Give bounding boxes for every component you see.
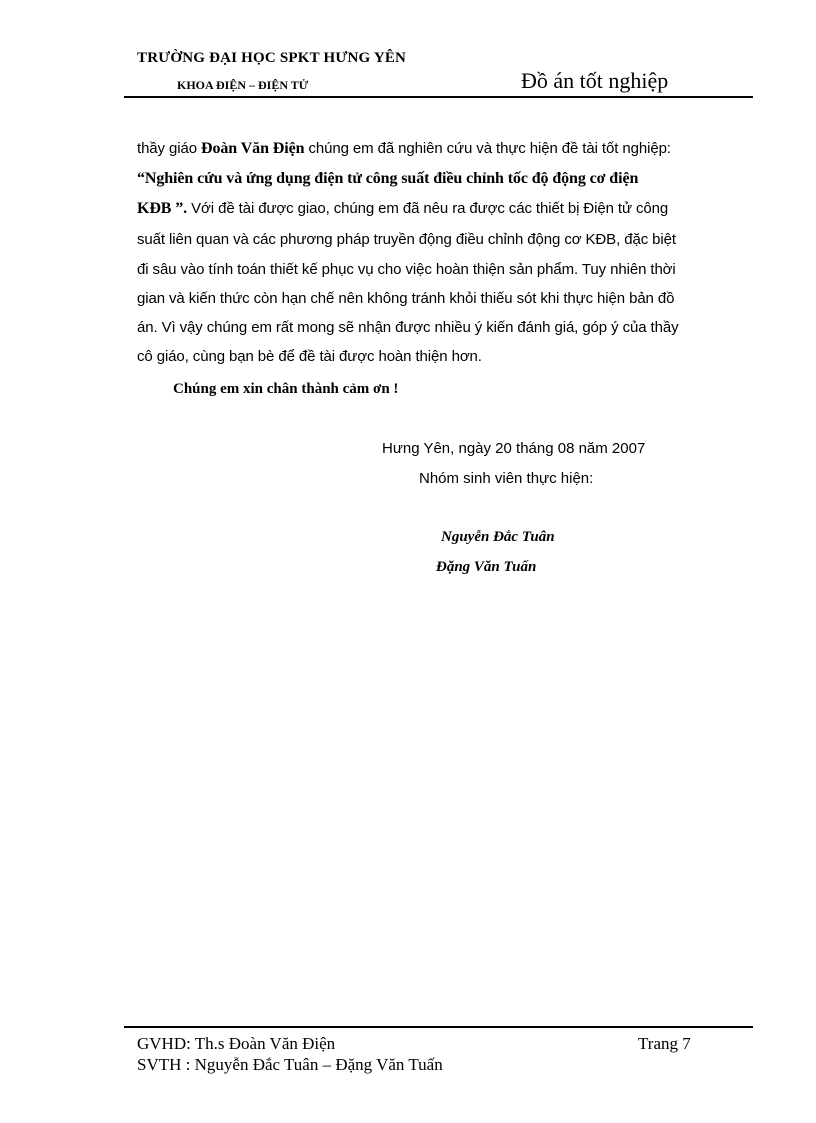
advisor-line: GVHD: Th.s Đoàn Văn Điện	[137, 1034, 336, 1053]
paragraph-line-8: cô giáo, cùng bạn bè để đề tài được hoàn thiện hơn.	[137, 348, 482, 365]
paragraph-line-7: án. Vì vậy chúng em rất mong sẽ nhận được nhiều ý kiến đánh giá, góp ý của thầy	[137, 319, 679, 336]
page-number: Trang 7	[638, 1034, 691, 1053]
line1-suffix: chúng em đã nghiên cứu và thực hiện đề tài tốt nghiệp:	[304, 140, 671, 157]
paragraph-line-3	[137, 200, 668, 218]
thanks-line: Chúng em xin chân thành cảm ơn !	[173, 381, 399, 397]
paragraph-line-6: gian và kiến thức còn hạn chế nên không tránh khỏi thiếu sót khi thực hiện bản đồ	[137, 290, 675, 307]
footer-divider	[124, 1026, 753, 1028]
paragraph-line-5: đi sâu vào tính toán thiết kế phục vụ cho việc hoàn thiện sản phẩm. Tuy nhiên thời	[137, 261, 676, 278]
school-name: TRƯỜNG ĐẠI HỌC SPKT HƯNG YÊN	[137, 50, 407, 66]
member-name: Nguyễn Đắc Tuân	[441, 529, 555, 545]
document-title: Đồ án tốt nghiệp	[521, 68, 669, 93]
line1-prefix: thầy giáo	[137, 140, 202, 157]
line3-suffix: Với đề tài được giao, chúng em đã nêu ra được các thiết bị Điện tử công	[187, 200, 669, 217]
paragraph-line-1	[137, 140, 671, 158]
teacher-name: Đoàn Văn Điện	[201, 140, 305, 157]
faculty-name: KHOA ĐIỆN – ĐIỆN TỬ	[177, 78, 309, 92]
students-line: SVTH : Nguyễn Đắc Tuân – Đặng Văn Tuấn	[137, 1055, 443, 1074]
project-title-line-2: KĐB ”.	[137, 200, 188, 217]
paragraph-line-4: suất liên quan và các phương pháp truyền động điều chỉnh động cơ KĐB, đặc biệt	[137, 231, 676, 248]
header-divider	[124, 96, 753, 98]
member-name: Đặng Văn Tuấn	[436, 559, 537, 575]
project-title-line-1: “Nghiên cứu và ứng dụng điện tử công suất điều chỉnh tốc độ động cơ điện	[137, 170, 639, 187]
place-date: Hưng Yên, ngày 20 tháng 08 năm 2007	[382, 440, 646, 457]
group-label: Nhóm sinh viên thực hiện:	[419, 470, 594, 487]
